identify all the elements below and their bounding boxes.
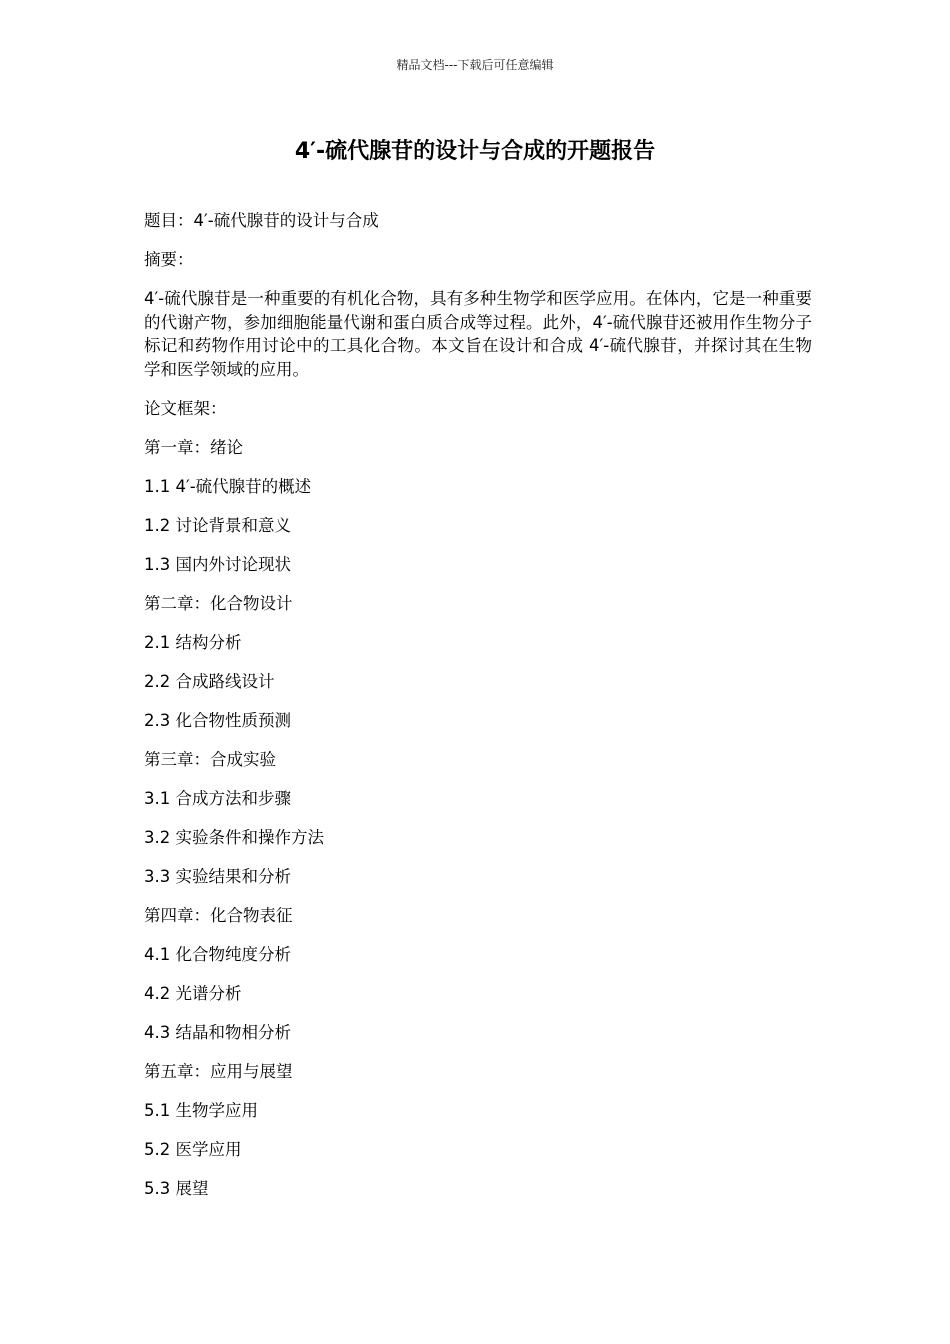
outline-item: 第三章：合成实验 [144, 749, 276, 769]
outline-item: 第四章：化合物表征 [144, 905, 293, 925]
outline-item: 2.2 合成路线设计 [144, 671, 275, 691]
outline-item: 3.3 实验结果和分析 [144, 866, 291, 886]
topic-line: 题目：4′-硫代腺苷的设计与合成 [144, 211, 379, 230]
document-body [144, 209, 812, 1216]
outline-item: 5.1 生物学应用 [144, 1100, 258, 1120]
outline-item: 5.2 医学应用 [144, 1139, 242, 1159]
outline-item: 5.3 展望 [144, 1178, 209, 1198]
page-header: 精品文档---下载后可任意编辑 [396, 58, 554, 72]
outline-item: 3.1 合成方法和步骤 [144, 788, 291, 808]
outline-item: 第五章：应用与展望 [144, 1061, 293, 1081]
outline-item: 1.3 国内外讨论现状 [144, 554, 291, 574]
outline-item: 第一章：绪论 [144, 437, 243, 457]
outline-item: 2.3 化合物性质预测 [144, 710, 291, 730]
outline-item: 2.1 结构分析 [144, 632, 242, 652]
outline-item: 4.3 结晶和物相分析 [144, 1022, 291, 1042]
document-title: 4′-硫代腺苷的设计与合成的开题报告 [294, 139, 656, 164]
outline-item: 1.1 4′-硫代腺苷的概述 [144, 476, 312, 496]
outline-item: 3.2 实验条件和操作方法 [144, 827, 324, 847]
framework-label: 论文框架： [144, 398, 227, 418]
abstract-label: 摘要： [144, 250, 194, 269]
outline-item: 4.2 光谱分析 [144, 983, 242, 1003]
abstract-paragraph: 4′-硫代腺苷是一种重要的有机化合物，具有多种生物学和医学应用。在体内，它是一种重要的代谢产物，参加细胞能量代谢和蛋白质合成等过程。此外，4′-硫代腺苷还被用作生物分子标记和药物作用讨论中的工具化合物。本文旨在设计和合成 4′-硫代腺苷，并探讨其在生物学和医学领域的应用。 [144, 289, 812, 379]
outline-item: 4.1 化合物纯度分析 [144, 944, 291, 964]
outline-item: 1.2 讨论背景和意义 [144, 515, 291, 535]
outline-item: 第二章：化合物设计 [144, 593, 293, 613]
